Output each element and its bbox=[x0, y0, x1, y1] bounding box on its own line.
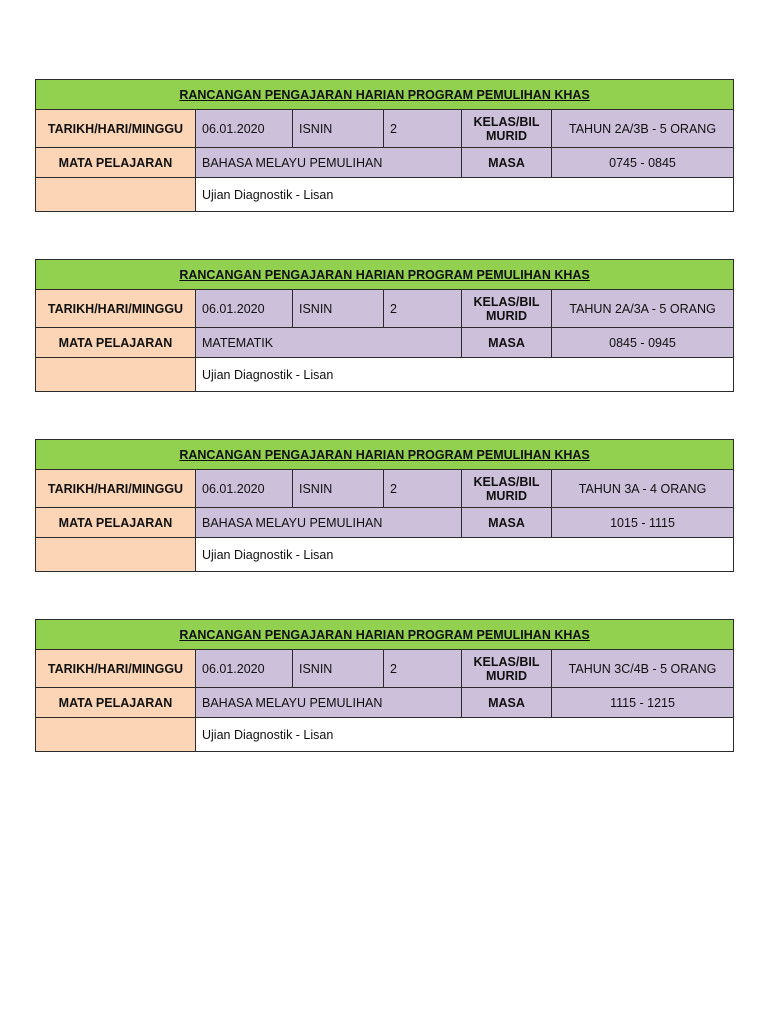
notes-value: Ujian Diagnostik - Lisan bbox=[196, 538, 734, 572]
date-value: 06.01.2020 bbox=[196, 290, 293, 328]
notes-value: Ujian Diagnostik - Lisan bbox=[196, 358, 734, 392]
subject-value: BAHASA MELAYU PEMULIHAN bbox=[196, 508, 462, 538]
week-value: 2 bbox=[384, 290, 462, 328]
notes-label bbox=[36, 718, 196, 752]
notes-label bbox=[36, 178, 196, 212]
lesson-plan-table-3 bbox=[35, 439, 734, 572]
date-label: TARIKH/HARI/MINGGU bbox=[36, 470, 196, 508]
week-value: 2 bbox=[384, 110, 462, 148]
time-value: 1015 - 1115 bbox=[552, 508, 734, 538]
subject-label: MATA PELAJARAN bbox=[36, 508, 196, 538]
subject-value: BAHASA MELAYU PEMULIHAN bbox=[196, 688, 462, 718]
class-label: KELAS/BIL MURID bbox=[462, 110, 552, 148]
time-label: MASA bbox=[462, 688, 552, 718]
day-value: ISNIN bbox=[293, 290, 384, 328]
notes-label bbox=[36, 358, 196, 392]
plan-title: RANCANGAN PENGAJARAN HARIAN PROGRAM PEMULIHAN KHAS bbox=[36, 260, 734, 290]
time-value: 1115 - 1215 bbox=[552, 688, 734, 718]
lesson-plan-table-2 bbox=[35, 259, 734, 392]
subject-value: BAHASA MELAYU PEMULIHAN bbox=[196, 148, 462, 178]
time-label: MASA bbox=[462, 328, 552, 358]
time-value: 0845 - 0945 bbox=[552, 328, 734, 358]
class-value: TAHUN 3A - 4 ORANG bbox=[552, 470, 734, 508]
date-value: 06.01.2020 bbox=[196, 110, 293, 148]
class-label: KELAS/BIL MURID bbox=[462, 290, 552, 328]
week-value: 2 bbox=[384, 650, 462, 688]
subject-label: MATA PELAJARAN bbox=[36, 148, 196, 178]
date-label: TARIKH/HARI/MINGGU bbox=[36, 290, 196, 328]
day-value: ISNIN bbox=[293, 110, 384, 148]
subject-label: MATA PELAJARAN bbox=[36, 688, 196, 718]
lesson-plan-table-1 bbox=[35, 79, 734, 212]
class-value: TAHUN 2A/3A - 5 ORANG bbox=[552, 290, 734, 328]
date-value: 06.01.2020 bbox=[196, 650, 293, 688]
notes-value: Ujian Diagnostik - Lisan bbox=[196, 718, 734, 752]
subject-label: MATA PELAJARAN bbox=[36, 328, 196, 358]
time-label: MASA bbox=[462, 148, 552, 178]
time-value: 0745 - 0845 bbox=[552, 148, 734, 178]
day-value: ISNIN bbox=[293, 650, 384, 688]
notes-value: Ujian Diagnostik - Lisan bbox=[196, 178, 734, 212]
class-label: KELAS/BIL MURID bbox=[462, 650, 552, 688]
date-value: 06.01.2020 bbox=[196, 470, 293, 508]
class-value: TAHUN 3C/4B - 5 ORANG bbox=[552, 650, 734, 688]
lesson-plan-table-4 bbox=[35, 619, 734, 752]
class-value: TAHUN 2A/3B - 5 ORANG bbox=[552, 110, 734, 148]
plan-title: RANCANGAN PENGAJARAN HARIAN PROGRAM PEMULIHAN KHAS bbox=[36, 440, 734, 470]
time-label: MASA bbox=[462, 508, 552, 538]
week-value: 2 bbox=[384, 470, 462, 508]
plan-title: RANCANGAN PENGAJARAN HARIAN PROGRAM PEMULIHAN KHAS bbox=[36, 80, 734, 110]
date-label: TARIKH/HARI/MINGGU bbox=[36, 110, 196, 148]
date-label: TARIKH/HARI/MINGGU bbox=[36, 650, 196, 688]
day-value: ISNIN bbox=[293, 470, 384, 508]
plan-title: RANCANGAN PENGAJARAN HARIAN PROGRAM PEMULIHAN KHAS bbox=[36, 620, 734, 650]
class-label: KELAS/BIL MURID bbox=[462, 470, 552, 508]
notes-label bbox=[36, 538, 196, 572]
subject-value: MATEMATIK bbox=[196, 328, 462, 358]
